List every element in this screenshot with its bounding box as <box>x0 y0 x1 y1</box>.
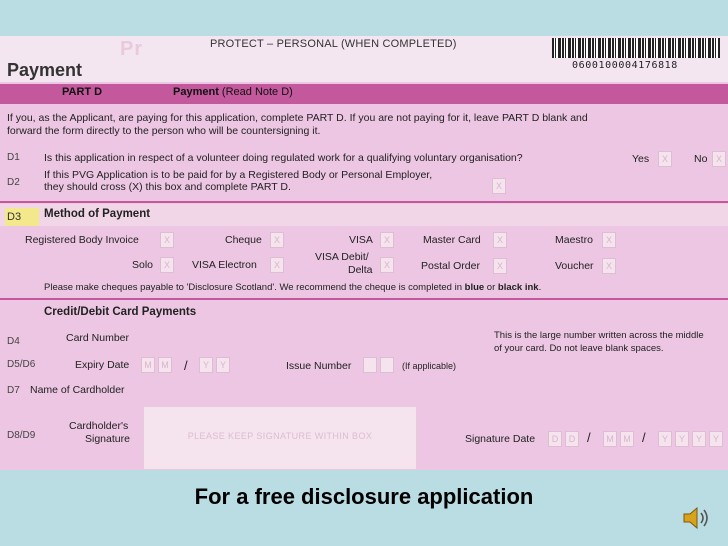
intro-line-1: If you, as the Applicant, are paying for this application, complete PART D. If you are not paying for it, leave PART D blank and <box>7 112 588 124</box>
checkbox-registered-body-invoice[interactable]: X <box>160 232 174 248</box>
sig-date-month-1[interactable]: M <box>603 431 617 447</box>
d5-d6-code: D5/D6 <box>7 359 36 370</box>
checkbox-master-card[interactable]: X <box>493 232 507 248</box>
d2-line-2: they should cross (X) this box and complete PART D. <box>44 181 291 193</box>
expiry-date-label: Expiry Date <box>75 359 130 371</box>
option-master-card: Master Card <box>423 234 481 246</box>
option-solo: Solo <box>132 259 154 271</box>
cheque-note-end: . <box>538 282 542 293</box>
cheque-note-or: or <box>484 282 498 293</box>
sig-date-slash-1: / <box>587 430 591 445</box>
option-maestro: Maestro <box>555 234 593 246</box>
checkbox-visa[interactable]: X <box>380 232 394 248</box>
option-postal-order: Postal Order <box>421 260 480 272</box>
divider <box>0 298 728 300</box>
sig-date-day-2[interactable]: D <box>565 431 579 447</box>
part-heading-bold: Payment <box>173 86 219 98</box>
d2-code: D2 <box>7 177 20 188</box>
sig-date-day-1[interactable]: D <box>548 431 562 447</box>
d8-d9-code: D8/D9 <box>7 430 36 441</box>
payment-form-scan <box>0 36 728 470</box>
cheque-note-blue: blue <box>464 282 485 293</box>
d1-yes-checkbox[interactable]: X <box>658 151 672 167</box>
sig-date-year-3[interactable]: Y <box>692 431 706 447</box>
slide-caption: For a free disclosure application <box>194 484 534 509</box>
sig-date-slash-2: / <box>642 430 646 445</box>
checkbox-postal-order[interactable]: X <box>493 258 507 274</box>
part-label: PART D <box>62 86 103 98</box>
d2-checkbox[interactable]: X <box>492 178 506 194</box>
issue-number-label: Issue Number <box>286 360 352 372</box>
sig-date-month-2[interactable]: M <box>620 431 634 447</box>
d1-yes-label: Yes <box>632 153 650 165</box>
checkbox-maestro[interactable]: X <box>602 232 616 248</box>
option-visa-electron: VISA Electron <box>192 259 257 271</box>
d3-heading: Method of Payment <box>44 208 151 220</box>
checkbox-cheque[interactable]: X <box>270 232 284 248</box>
card-payments-heading: Credit/Debit Card Payments <box>44 306 197 318</box>
signature-label-2: Signature <box>85 433 130 445</box>
signature-date-label: Signature Date <box>465 433 536 445</box>
d2-line-1: If this PVG Application is to be paid for by a Registered Body or Personal Employer, <box>44 169 433 181</box>
option-voucher: Voucher <box>555 260 594 272</box>
part-heading-note: (Read Note D) <box>221 86 293 98</box>
speaker-icon[interactable] <box>680 504 716 532</box>
d1-no-label: No <box>694 153 708 165</box>
expiry-year-2[interactable]: Y <box>216 357 230 373</box>
protect-marking: PROTECT – PERSONAL (WHEN COMPLETED) <box>210 38 457 50</box>
part-heading <box>173 86 293 98</box>
d4-code: D4 <box>7 336 20 347</box>
signature-box[interactable] <box>143 406 417 470</box>
checkbox-visa-electron[interactable]: X <box>270 257 284 273</box>
part-d-bar <box>0 84 728 104</box>
issue-number-box-2[interactable] <box>380 357 394 373</box>
checkbox-solo[interactable]: X <box>160 257 174 273</box>
expiry-month-2[interactable]: M <box>158 357 172 373</box>
signature-placeholder: PLEASE KEEP SIGNATURE WITHIN BOX <box>187 431 373 441</box>
sig-date-year-1[interactable]: Y <box>658 431 672 447</box>
d1-question: Is this application in respect of a volunteer doing regulated work for a qualifying voluntary organisation? <box>44 152 523 164</box>
card-number-label: Card Number <box>66 332 130 344</box>
checkbox-voucher[interactable]: X <box>602 258 616 274</box>
option-visa-debit-line-2: Delta <box>348 264 373 276</box>
cheque-note-prefix: Please make cheques payable to 'Disclosure Scotland'. We recommend the cheque is completed in <box>44 282 465 293</box>
checkbox-visa-debit[interactable]: X <box>380 257 394 273</box>
barcode-icon <box>552 38 720 58</box>
issue-number-box-1[interactable] <box>363 357 377 373</box>
sig-date-year-2[interactable]: Y <box>675 431 689 447</box>
option-visa-debit-line-1: VISA Debit/ <box>315 251 369 263</box>
expiry-year-1[interactable]: Y <box>199 357 213 373</box>
option-registered-body-invoice: Registered Body Invoice <box>25 234 139 246</box>
if-applicable-note: (If applicable) <box>402 361 457 371</box>
expiry-month-1[interactable]: M <box>141 357 155 373</box>
sig-date-year-4[interactable]: Y <box>709 431 723 447</box>
form-title: Payment <box>7 60 83 80</box>
cheque-note-black: black ink <box>497 282 539 293</box>
option-cheque: Cheque <box>225 234 262 246</box>
cheque-note <box>44 282 541 293</box>
barcode-number: 0600100004176818 <box>572 60 678 71</box>
signature-label-1: Cardholder's <box>69 420 129 432</box>
ghost-text: Pr <box>120 38 144 60</box>
cardholder-name-label: Name of Cardholder <box>30 384 125 396</box>
intro-line-2: forward the form directly to the person who will be countersigning it. <box>7 125 321 137</box>
d7-code: D7 <box>7 385 20 396</box>
d3-code: D3 <box>5 208 39 226</box>
expiry-slash: / <box>184 358 188 373</box>
d1-no-checkbox[interactable]: X <box>712 151 726 167</box>
divider <box>0 201 728 203</box>
card-number-hint-2: of your card. Do not leave blank spaces. <box>494 343 664 354</box>
d1-code: D1 <box>7 152 20 163</box>
card-number-hint-1: This is the large number written across the middle <box>494 330 704 341</box>
option-visa: VISA <box>349 234 373 246</box>
